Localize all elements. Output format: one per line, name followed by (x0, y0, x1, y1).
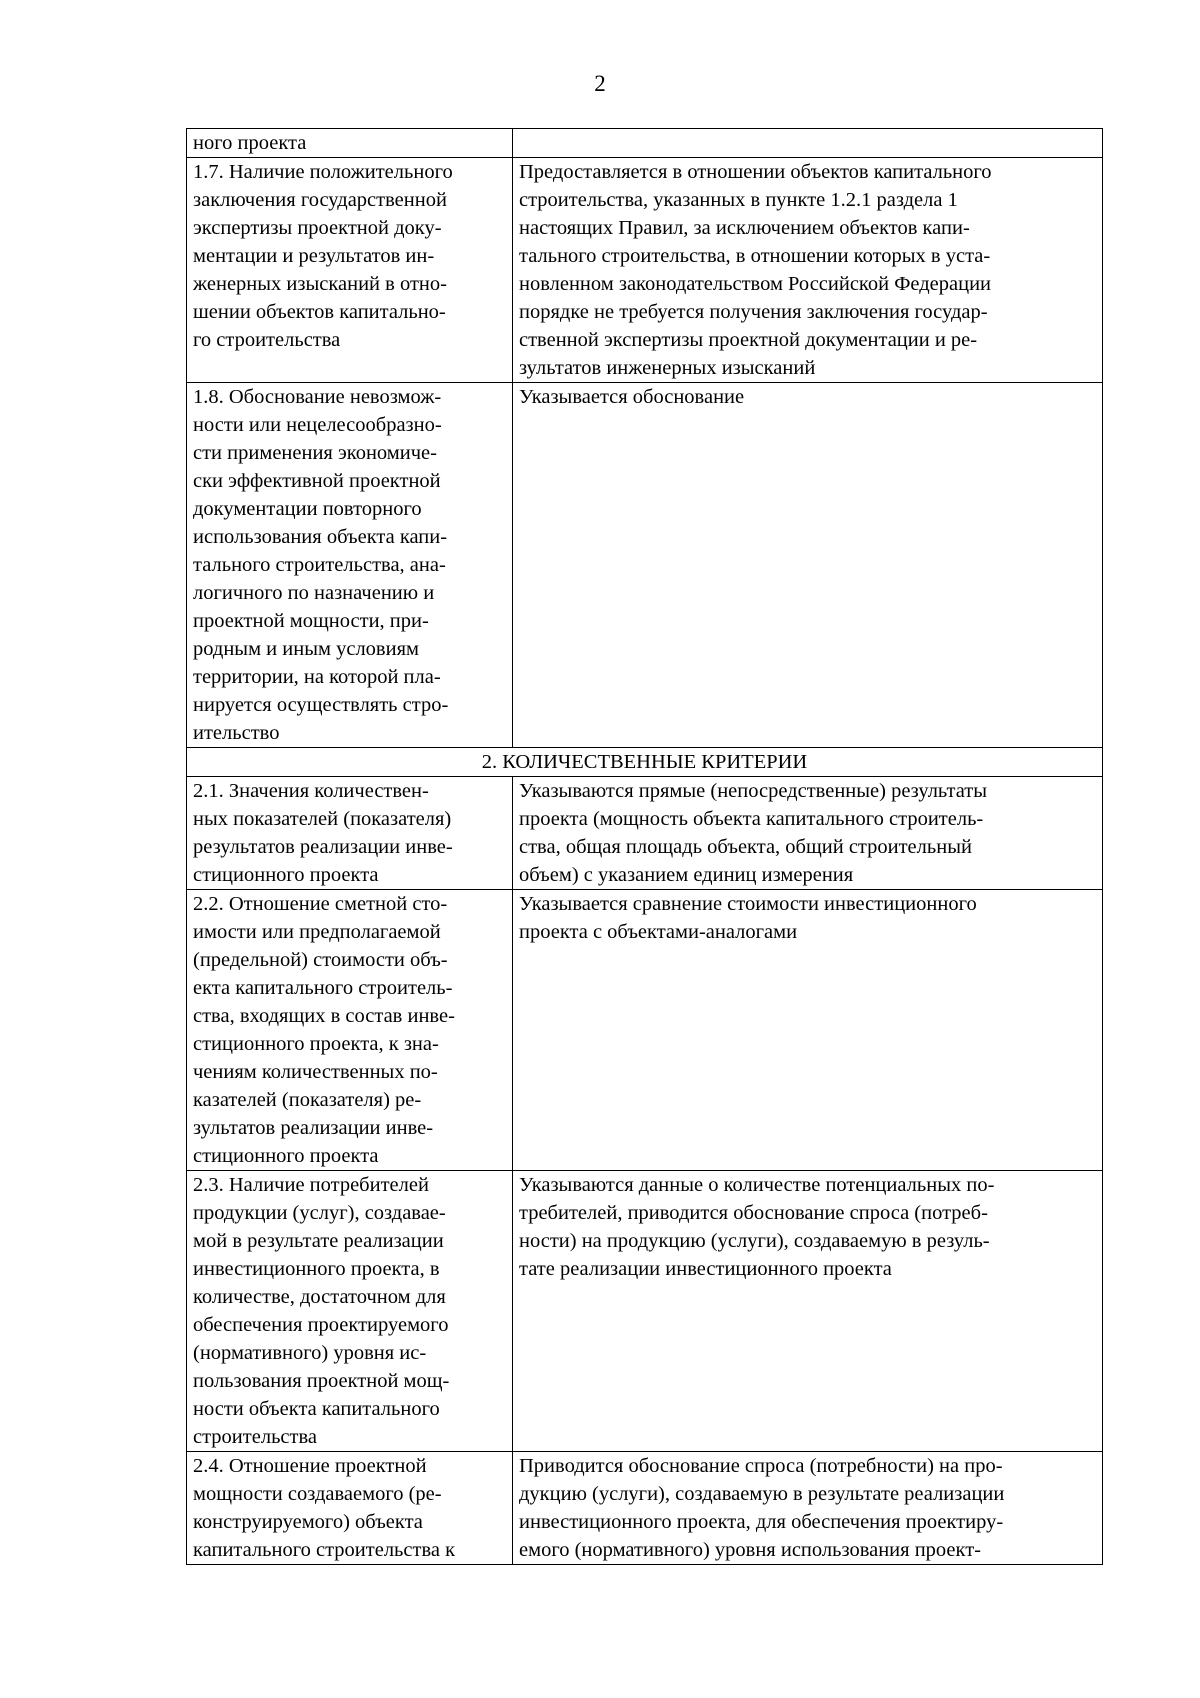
criterion-cell: 2.1. Значения количествен- ных показателей (показателя) результатов реализации инве- стиционного проекта (187, 777, 513, 890)
section-header-row (187, 748, 1103, 777)
section-header: 2. КОЛИЧЕСТВЕННЫЕ КРИТЕРИИ (187, 748, 1103, 777)
description-cell: Указывается сравнение стоимости инвестиционного проекта с объектами-аналогами (513, 890, 1103, 1171)
table-row (187, 1171, 1103, 1452)
criterion-cell: 2.3. Наличие потребителей продукции (услуг), создавае- мой в результате реализации инвестиционного проекта, в количестве, достаточном для обеспечения проектируемого (нормативного) уровня ис- пользования проектной мощ- ности объекта капитального строительства (187, 1171, 513, 1452)
criterion-cell: ного проекта (187, 129, 513, 158)
description-cell: Предоставляется в отношении объектов капитального строительства, указанных в пункте 1.2.1 раздела 1 настоящих Правил, за исключением объектов капи- тального строительства, в отношении которых в уста- новленном законодательством Российской Федерации порядке не требуется получения заключения государ- ственной экспертизы проектной документации и ре- зультатов инженерных изысканий (513, 158, 1103, 383)
description-cell: Указываются данные о количестве потенциальных по- требителей, приводится обоснование спроса (потреб- ности) на продукцию (услуги), создаваемую в резуль- тате реализации инвестиционного проекта (513, 1171, 1103, 1452)
criterion-cell: 2.4. Отношение проектной мощности создаваемого (ре- конструируемого) объекта капитального строительства к (187, 1452, 513, 1565)
description-cell: Приводится обоснование спроса (потребности) на про- дукцию (услуги), создаваемую в результате реализации инвестиционного проекта, для обеспечения проектиру- емого (нормативного) уровня использования проект- (513, 1452, 1103, 1565)
description-cell: Указываются прямые (непосредственные) результаты проекта (мощность объекта капитального строитель- ства, общая площадь объекта, общий строительный объем) с указанием единиц измерения (513, 777, 1103, 890)
table-row (187, 777, 1103, 890)
table-row (187, 383, 1103, 748)
criterion-cell: 1.7. Наличие положительного заключения государственной экспертизы проектной доку- ментации и результатов ин- женерных изысканий в отно- шении объектов капитально- го строительства (187, 158, 513, 383)
criterion-cell: 2.2. Отношение сметной сто- имости или предполагаемой (предельной) стоимости объ- екта капитального строитель- ства, входящих в состав инве- стиционного проекта, к зна- чениям количественных по- казателей (показателя) ре- зультатов реализации инве- стиционного проекта (187, 890, 513, 1171)
criteria-table (186, 128, 1103, 1565)
criterion-cell: 1.8. Обоснование невозмож- ности или нецелесообразно- сти применения экономиче- ски эффективной проектной документации повторного использования объекта капи- тального строительства, ана- логичного по назначению и проектной мощности, при- родным и иным условиям территории, на которой пла- нируется осуществлять стро- ительство (187, 383, 513, 748)
table-row (187, 158, 1103, 383)
description-cell: Указывается обоснование (513, 383, 1103, 748)
table-row (187, 890, 1103, 1171)
table-row (187, 1452, 1103, 1565)
description-cell (513, 129, 1103, 158)
page-number: 2 (594, 71, 606, 96)
table-row (187, 129, 1103, 158)
